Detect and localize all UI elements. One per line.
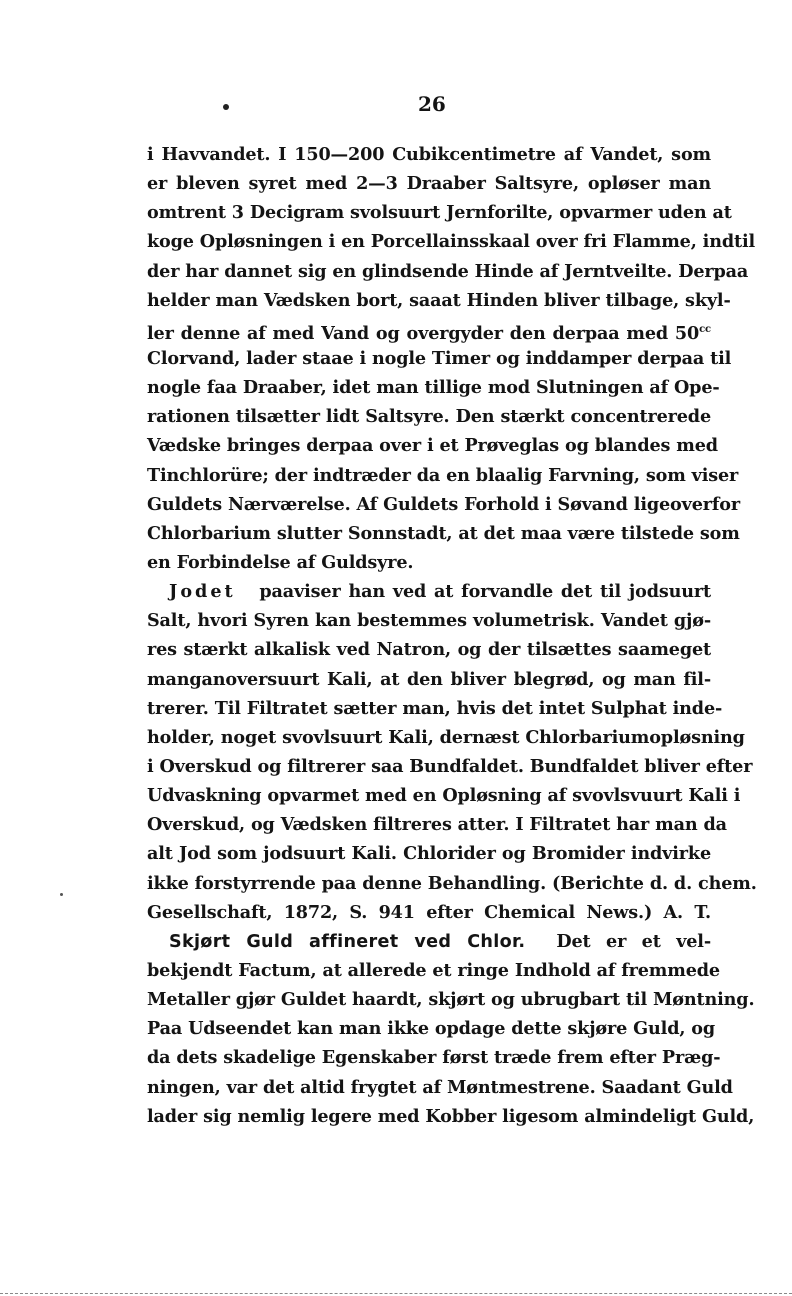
printer-dot-mark: [223, 104, 229, 110]
text-line: Guldets Nærværelse. Af Guldets Forhold i Søvand ligeoverfor: [147, 493, 740, 515]
text-line: lader sig nemlig legere med Kobber ligesom almindeligt Guld,: [147, 1105, 755, 1127]
unit-superscript: cc: [699, 323, 711, 335]
text-line: nogle faa Draaber, idet man tillige mod Slutningen af Ope-: [147, 377, 720, 399]
text-line: Det er et vel-: [556, 930, 711, 952]
text-line: res stærkt alkalisk ved Natron, og der tilsættes saameget: [147, 639, 711, 661]
text-line: helder man Vædsken bort, saaat Hinden bliver tilbage, skyl-: [147, 289, 731, 311]
text-line: omtrent 3 Decigram svolsuurt Jernforilte, opvarmer uden at: [147, 202, 732, 224]
text-line: i Overskud og filtrerer saa Bundfaldet. Bundfaldet bliver efter: [147, 755, 753, 777]
paragraph-start-line: [147, 577, 711, 606]
text-line: ikke forstyrrende paa denne Behandling. (Berichte d. d. chem.: [147, 872, 757, 894]
text-line: der har dannet sig en glindsende Hinde af Jerntveilte. Derpaa: [147, 260, 749, 282]
text-line: koge Opløsningen i en Porcellainsskaal over fri Flamme, indtil: [147, 231, 756, 253]
text-line: en Forbindelse af Guldsyre.: [147, 551, 414, 573]
text-line: manganoversuurt Kali, at den bliver blegrød, og man fil-: [147, 668, 711, 690]
text-line-with-unit: [147, 315, 711, 344]
section-heading: Skjørt Guld affineret ved Chlor.: [169, 931, 526, 952]
text-line: trerer. Til Filtratet sætter man, hvis det intet Sulphat inde-: [147, 697, 723, 719]
text-line: ningen, var det altid frygtet af Møntmestrene. Saadant Guld: [147, 1076, 733, 1098]
page-bottom-edge: [0, 1293, 792, 1294]
text-line: rationen tilsætter lidt Saltsyre. Den stærkt concentrerede: [147, 406, 711, 428]
paragraph-start-line: [147, 927, 711, 956]
text-line: Udvaskning opvarmet med en Opløsning af svovlsvuurt Kali i: [147, 785, 741, 807]
text-line: Salt, hvori Syren kan bestemmes volumetrisk. Vandet gjø-: [147, 610, 711, 632]
stray-ink-mark: [60, 893, 63, 896]
text-line: holder, noget svovlsuurt Kali, dernæst Chlorbariumopløsning: [147, 726, 745, 748]
text-line: Vædske bringes derpaa over i et Prøveglas og blandes med: [147, 435, 718, 457]
text-line: ler denne af med Vand og overgyder den derpaa med 50: [147, 322, 700, 344]
text-line: Overskud, og Vædsken filtreres atter. I Filtratet har man da: [147, 814, 727, 836]
text-line: Metaller gjør Guldet haardt, skjørt og ubrugbart til Møntning.: [147, 989, 755, 1011]
text-line: alt Jod som jodsuurt Kali. Chlorider og Bromider indvirke: [147, 843, 711, 865]
text-line: Clorvand, lader staae i nogle Timer og inddamper derpaa til: [147, 347, 732, 369]
text-line: bekjendt Factum, at allerede et ringe Indhold af fremmede: [147, 959, 720, 981]
text-line: da dets skadelige Egenskaber først træde frem efter Præg-: [147, 1047, 721, 1069]
page-number: 26: [418, 92, 446, 116]
text-line: i Havvandet. I 150—200 Cubikcentimetre af Vandet, som: [147, 144, 711, 165]
inline-keyword: Jodet: [169, 581, 236, 603]
text-line: paaviser han ved at forvandle det til jodsuurt: [259, 581, 711, 603]
text-line: Gesellschaft, 1872, S. 941 efter Chemical News.) A. T.: [147, 901, 711, 923]
text-line: Paa Udseendet kan man ikke opdage dette skjøre Guld, og: [147, 1018, 716, 1040]
text-line: Tinchlorüre; der indtræder da en blaalig Farvning, som viser: [147, 464, 739, 486]
text-line: Chlorbarium slutter Sonnstadt, at det maa være tilstede som: [147, 522, 740, 544]
article-body: [147, 140, 757, 1131]
text-line: er bleven syret med 2—3 Draaber Saltsyre, opløser man: [147, 173, 711, 195]
